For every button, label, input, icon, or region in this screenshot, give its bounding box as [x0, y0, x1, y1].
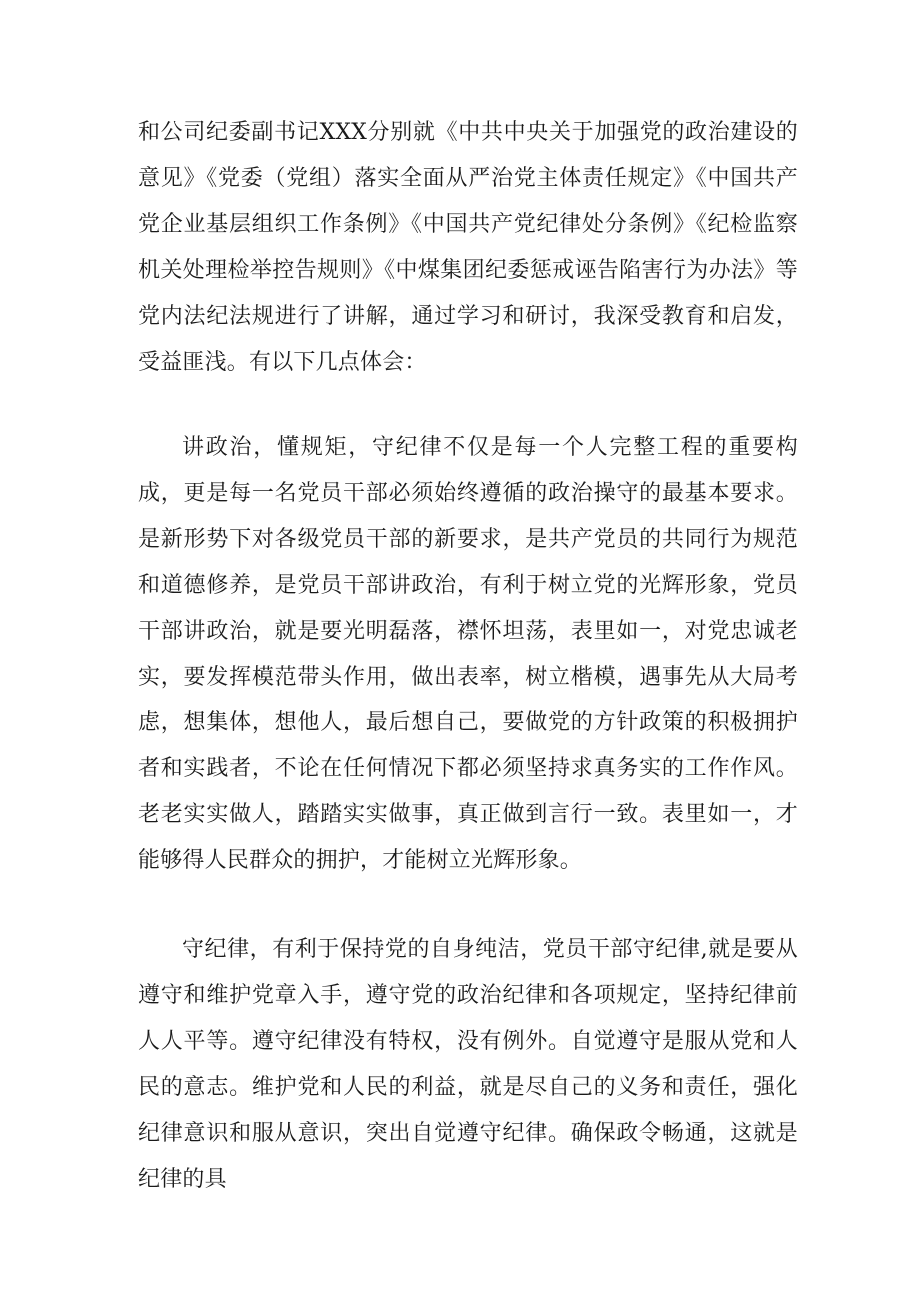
paragraph-politics: 讲政治，懂规矩，守纪律不仅是每一个人完整工程的重要构成，更是每一名党员干部必须始终遵循的政治操守的最基本要求。是新形势下对各级党员干部的新要求，是共产党员的共同行为规范和道德修养，是党员干部讲政治，有利于树立党的光辉形象，党员干部讲政治，就是要光明磊落，襟怀坦荡，表里如一，对党忠诚老实，要发挥模范带头作用，做出表率，树立楷模，遇事先从大局考虑，想集体，想他人，最后想自己，要做党的方针政策的积极拥护者和实践者，不论在任何情况下都必须坚持求真务实的工作作风。老老实实做人，踏踏实实做事，真正做到言行一致。表里如一，才能够得人民群众的拥护，才能树立光辉形象。 [138, 435, 798, 874]
paragraph-discipline: 守纪律，有利于保持党的自身纯洁，党员干部守纪律,就是要从遵守和维护党章入手，遵守党的政治纪律和各项规定，坚持纪律前人人平等。遵守纪律没有特权，没有例外。自觉遵守是服从党和人民的意志。维护党和人民的利益，就是尽自己的义务和责任，强化纪律意识和服从意识，突出自觉遵守纪律。确保政令畅通，这就是纪律的具 [138, 937, 798, 1192]
paragraph-intro-continuation: 和公司纪委副书记XXX分别就《中共中央关于加强党的政治建设的意见》《党委（党组）落实全面从严治党主体责任规定》《中国共产党企业基层组织工作条例》《中国共产党纪律处分条例》《纪检监察机关处理检举控告规则》《中煤集团纪委惩戒诬告陷害行为办法》等党内法纪法规进行了讲解，通过学习和研讨，我深受教育和启发，受益匪浅。有以下几点体会： [138, 120, 798, 375]
